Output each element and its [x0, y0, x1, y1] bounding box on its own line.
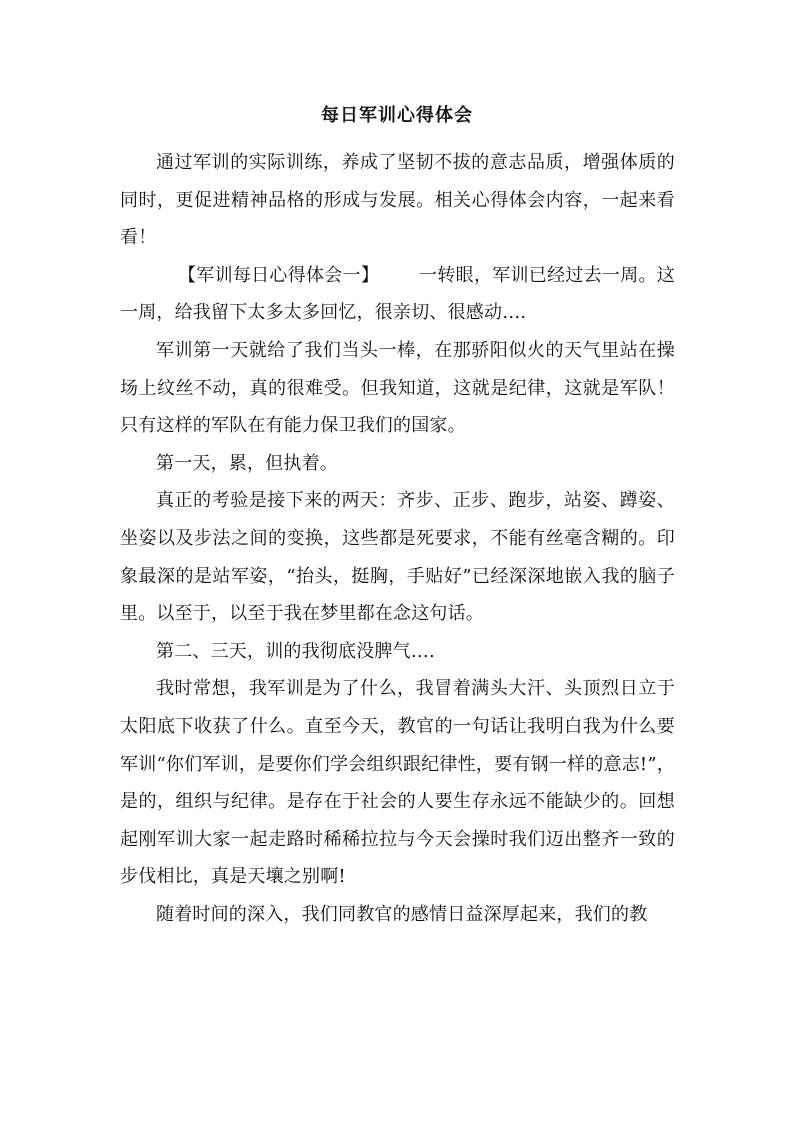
document-title: 每日军训心得体会 — [321, 105, 473, 126]
last-paragraph: 随着时间的深入，我们同教官的感情日益深厚起来，我们的教 — [156, 903, 648, 925]
day23-paragraph: 第二、三天，训的我彻底没脾气…. — [156, 640, 435, 662]
reflection-paragraph: 我时常想，我军训是为了什么，我冒着满头大汗、头顶烈日立于太阳底下收获了什么。直至今天，教官的一句话让我明白我为什么要军训“你们军训，是要你们学会组织跟纪律性，要有钢一样的意志!”，是的，组织与纪律。是存在于社会的人要生存永远不能缺少的。回想起刚军训大家一起走路时稀稀拉拉与今天会操时我们迈出整齐一致的步伐相比，真是天壤之别啊! — [120, 678, 675, 888]
section-1-text: 一转眼，军训已经过去一周。这一周，给我留下太多太多回忆，很亲切、很感动…. — [120, 264, 675, 324]
test-paragraph: 真正的考验是接下来的两天：齐步、正步、跑步，站姿、蹲姿、坐姿以及步法之间的变换，这些都是死要求，不能有丝毫含糊的。印象最深的是站军姿，“抬头，挺胸，手贴好”已经深深地嵌入我的脑子里。以至于，以至于我在梦里都在念这句话。 — [120, 490, 675, 625]
intro-paragraph: 通过军训的实际训练，养成了坚韧不拔的意志品质，增强体质的同时，更促进精神品格的形成与发展。相关心得体会内容，一起来看看！ — [120, 152, 675, 249]
document-body — [120, 144, 675, 933]
section-1-paragraph — [120, 257, 675, 332]
day1-paragraph: 军训第一天就给了我们当头一棒，在那骄阳似火的天气里站在操场上纹丝不动，真的很难受。但我知道，这就是纪律，这就是军队！只有这样的军队在有能力保卫我们的国家。 — [120, 339, 675, 437]
section-1-heading: 【军训每日心得体会一】 — [178, 264, 380, 286]
day1-summary-paragraph: 第一天，累，但执着。 — [156, 452, 338, 474]
